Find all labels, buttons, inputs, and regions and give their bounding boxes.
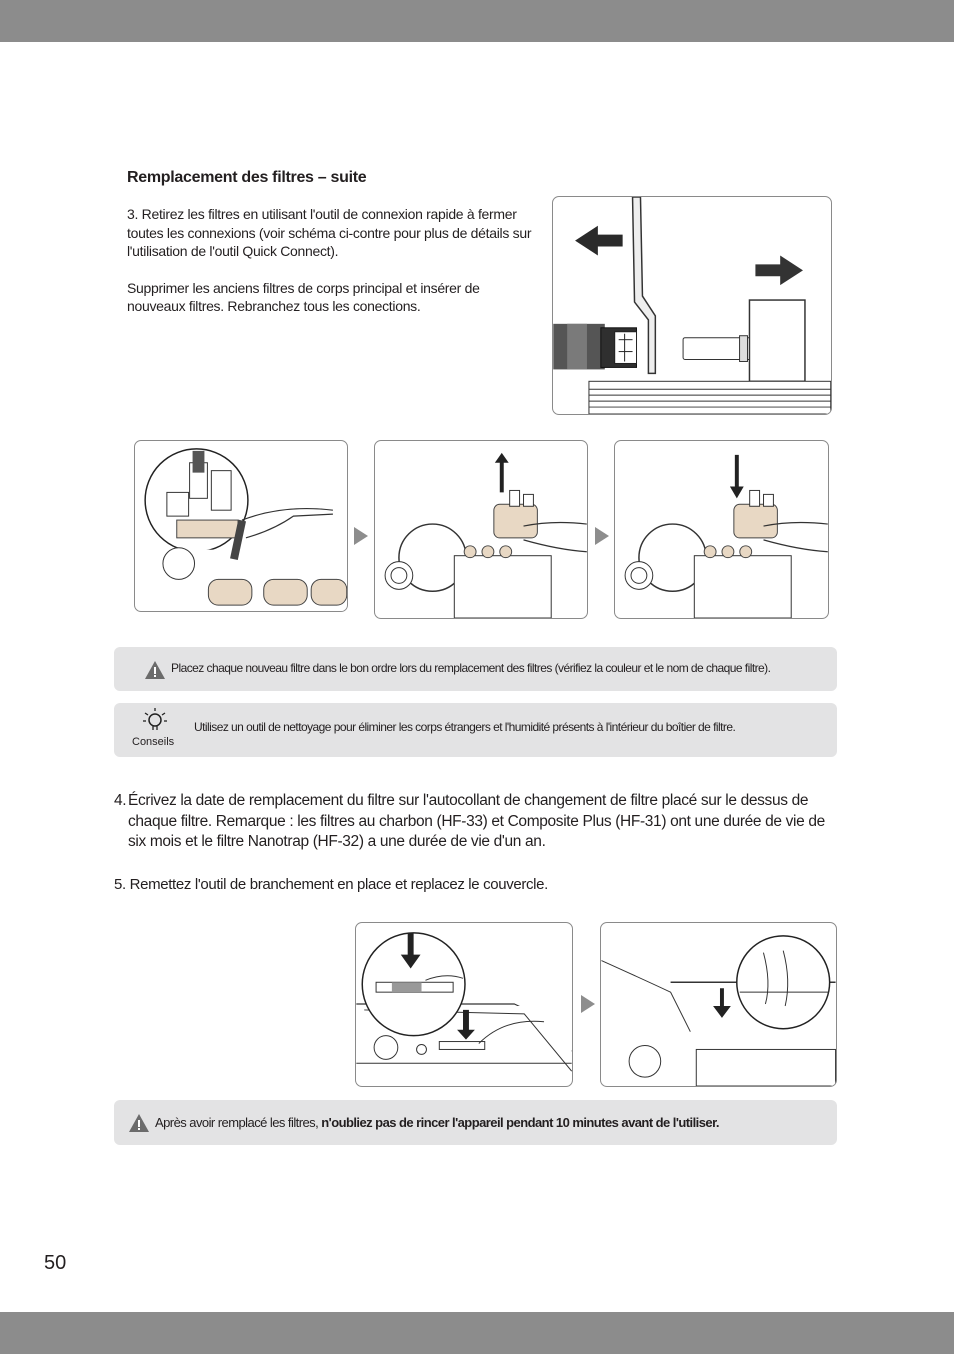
- top-bar: [0, 0, 954, 42]
- tips-text: Utilisez un outil de nettoyage pour éliminer les corps étrangers et l'humidité présents à l'intérieur du boîtier de filtre.: [194, 720, 736, 734]
- step-5-text: 5. Remettez l'outil de branchement en place et replacez le couvercle.: [114, 876, 548, 893]
- filter-order-notice-text: Placez chaque nouveau filtre dans le bon ordre lors du remplacement des filtres (vérifiez la couleur et le nom de chaque filtre).: [171, 661, 771, 675]
- warning-icon: [144, 660, 166, 680]
- bottom-bar: [0, 1312, 954, 1354]
- lightbulb-icon: [142, 706, 168, 732]
- filter-removal-illustration-2: [374, 440, 588, 619]
- filter-insertion-illustration: [614, 440, 829, 619]
- rinse-notice-prefix: Après avoir remplacé les filtres,: [155, 1115, 322, 1130]
- step-3-paragraph-1: 3. Retirez les filtres en utilisant l'outil de connexion rapide à fermer toutes les connexions (voir schéma ci-contre pour plus de détails sur l'utilisation de l'outil Quick Connect).: [127, 206, 532, 259]
- section-title: Remplacement des filtres – suite: [127, 169, 367, 186]
- step-3-paragraph-2: Supprimer les anciens filtres de corps principal et insérer de nouveaux filtres. Rebranchez tous les conections.: [127, 279, 480, 314]
- step-4-number: 4.: [114, 792, 127, 809]
- rinse-notice-text: [155, 1115, 719, 1130]
- page-number: 50: [44, 1252, 67, 1274]
- next-step-arrow: [595, 527, 609, 545]
- warning-icon: [128, 1113, 150, 1133]
- step-4: [114, 791, 839, 853]
- cover-replacement-illustration: [600, 922, 837, 1087]
- tips-label: Conseils: [132, 736, 175, 748]
- filter-removal-illustration-1: [134, 440, 348, 612]
- tool-replacement-illustration: [355, 922, 573, 1087]
- step-4-text: Écrivez la date de remplacement du filtre sur l'autocollant de changement de filtre placé sur le dessus de chaque filtre. Remarque : les filtres au charbon (HF-33) et Composite Plus (HF-31) ont une durée de vie de six mois et le filtre Nanotrap (HF-32) a une durée de vie d'un an.: [128, 792, 825, 850]
- step-3-text: [127, 205, 537, 334]
- next-step-arrow: [581, 995, 595, 1013]
- quick-connect-illustration: [552, 196, 832, 415]
- rinse-notice-bold: n'oubliez pas de rincer l'appareil pendant 10 minutes avant de l'utiliser.: [321, 1115, 719, 1130]
- next-step-arrow: [354, 527, 368, 545]
